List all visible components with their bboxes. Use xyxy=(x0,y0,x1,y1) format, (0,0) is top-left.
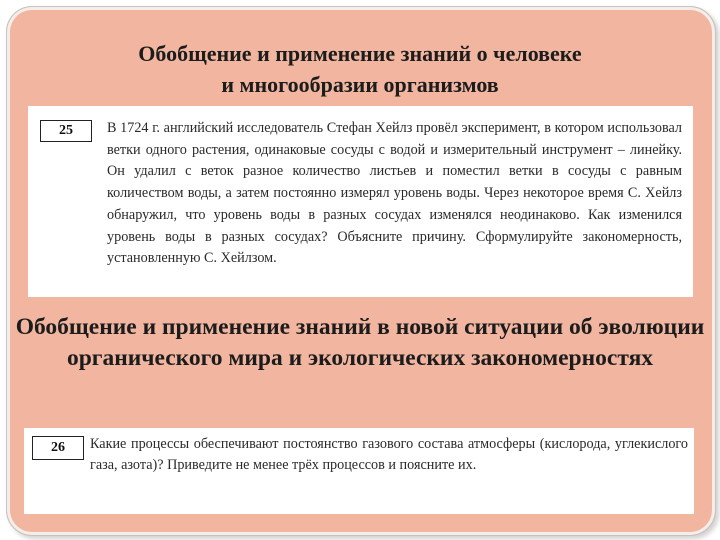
task-card-26 xyxy=(24,428,694,514)
task-number-badge: 25 xyxy=(40,120,92,142)
task-number-badge: 26 xyxy=(32,436,84,460)
section1-heading: Обобщение и применение знаний о человеке и многообразии организмов xyxy=(138,41,582,97)
task-card-25 xyxy=(28,106,693,297)
task-text: Какие процессы обеспечивают постоянство газового состава атмосферы (кислорода, углекислого газа, азота)? Приведите не менее трёх процессов и поясните их. xyxy=(90,436,688,473)
task-text: В 1724 г. английский исследователь Стефан Хейлз провёл эксперимент, в котором использовал ветки одного растения, одинаковые сосуды с водой и измерительный инструмент – линейку. Он удалил с веток разное количество листьев и поместил ветки в сосуды с равным количеством воды, а затем постоянно измерял уровень воды. Через некоторое время С. Хейлз обнаружил, что уровень воды в разных сосудах изменялся неодинаково. Как изменился уровень воды в разных сосудах? Объясните причину. Сформулируйте закономерность, установленную С. Хейлзом. xyxy=(107,120,682,267)
section2-heading: Обобщение и применение знаний в новой ситуации об эволюции органического мира и экологических закономерностях xyxy=(15,314,705,371)
